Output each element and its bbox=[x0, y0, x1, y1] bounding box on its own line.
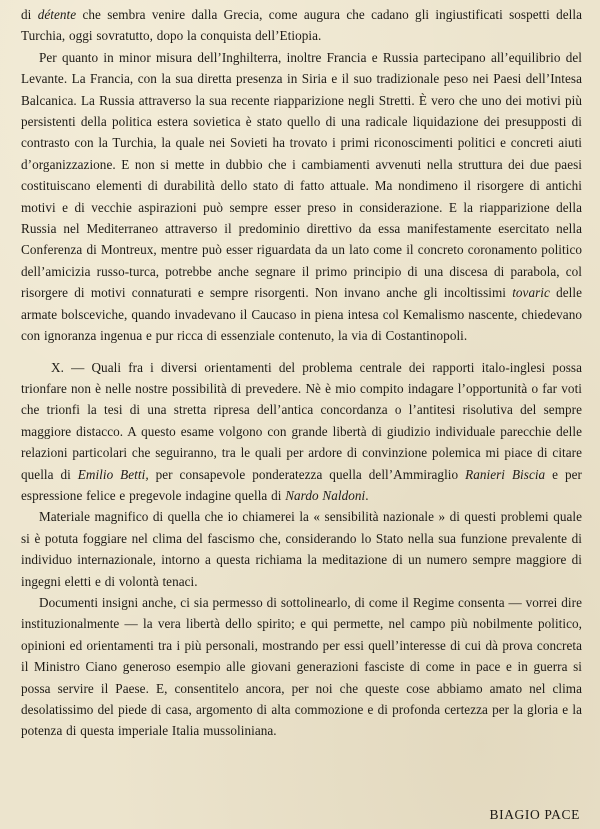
text-run: che sembra venire dalla Grecia, come augura che cadano gli ingiustificati sospetti della Turchia, oggi sovratutto, dopo la conquista dell’Etiopia. bbox=[21, 7, 582, 44]
text-run: . bbox=[365, 487, 369, 503]
italic-term: Emilio Betti, bbox=[77, 466, 149, 482]
text-run: Per quanto in minor misura dell’Inghilterra, inoltre Francia e Russia partecipano all’equilibrio del Levante. La Francia, con la sua diretta presenza in Siria e il suo tradizionale peso nei Paesi dell’Intesa Balcanica. La Russia attraverso la sua recente riapparizione negli Stretti. È vero che uno dei motivi più persistenti della politica estera sovietica è stato quello di una radicale liquidazione dei presupposti di contrasto con la Turchia, la quale nei Sovieti ha trovato i primi riconoscimenti politici e concreti aiuti d’organizzazione. E non si mette in dubbio che i cambiamenti avvenuti nella struttura dei due paesi costituiscano elementi di durabilità dello stato di fatto attuale. Ma nondimeno il risorgere di antichi motivi e di vecchie aspirazioni può sempre esser preso in considerazione. E la riapparizione della Russia nel Mediterraneo attraverso il predominio direttivo da essa manifestamente esercitato nella Conferenza di Montreux, mentre può esser riguardata da un lato come il concreto coronamento politico dell’amicizia russo-turca, potrebbe anche segnare il primo principio di una discesa di parabola, col risorgere di motivi connaturati e sempre risorgenti. Non invano anche gli incoltissimi bbox=[21, 49, 582, 301]
text-run: di bbox=[21, 7, 38, 22]
text-run: Documenti insigni anche, ci sia permesso di sottolinearlo, di come il Regime consenta — vorrei dire instituzionalmente — la vera libertà dello spirito; e qui permette, nel campo più nobilmente politico, opinioni ed orientamenti tra i più personali, mostrando per essi quell’interesse di cui dà prova concreta il Ministro Ciano generoso esempio alle giovani generazioni fasciste di come in pace e in guerra si possa servire il Paese. E, consentitelo ancora, per noi che queste cose abbiamo amato nel clima desolatissimo del piede di casa, argomento di alta commozione e di profonda certezza per la gloria e la potenza di questa imperiale Italia mussoliniana. bbox=[21, 594, 582, 739]
paragraph-4 bbox=[21, 506, 582, 592]
text-run: Materiale magnifico di quella che io chiamerei la « sensibilità nazionale » di questi problemi quale si è potuta foggiare nel clima del fascismo che, considerando lo Stato nella sua funzione prevalente di individuo internazionale, intorno a questa richiama la meditazione di un numero sempre maggiore di ingegni eletti e di volontà tenaci. bbox=[21, 509, 582, 589]
text-run: e per espressione felice e pregevole indagine quella di bbox=[21, 466, 582, 503]
text-run: delle armate bolsceviche, quando invadevano il Caucaso in piena intesa col Kemalismo nascente, chiedevano con ignoranza ingenua e pur ricca di essenziale contenuto, la via di Costantinopoli. bbox=[21, 285, 583, 344]
italic-term: détente bbox=[37, 7, 77, 22]
text-run: X. — Quali fra i diversi orientamenti del problema centrale dei rapporti italo-inglesi possa trionfare non è nelle nostre possibilità di prevedere. Nè è mio compito indagare l’opportunità o far voti che trionfi la tesi di una stretta ripresa dell’antica concordanza o l’antitesi risolutiva del sempre maggiore distacco. A questo esame volgono con grande libertà di giudizio individuale parecchie delle relazioni particolari che seguiranno, tra le quali per ardore di convinzione polemica mi piace di citare quella di bbox=[21, 359, 582, 482]
text-run: per consapevole ponderatezza quella dell’Ammiraglio bbox=[148, 466, 466, 482]
author-signature: BIAGIO PACE bbox=[489, 807, 580, 822]
paragraph-section-x bbox=[21, 357, 582, 507]
italic-term: Ranieri Biscia bbox=[465, 466, 546, 482]
paragraph-5 bbox=[21, 592, 582, 742]
paragraph-1 bbox=[21, 4, 582, 47]
italic-term: Nardo Naldoni bbox=[285, 487, 366, 503]
body-text bbox=[21, 4, 582, 742]
italic-term: tovaric bbox=[512, 285, 550, 301]
paragraph-2 bbox=[21, 47, 582, 347]
